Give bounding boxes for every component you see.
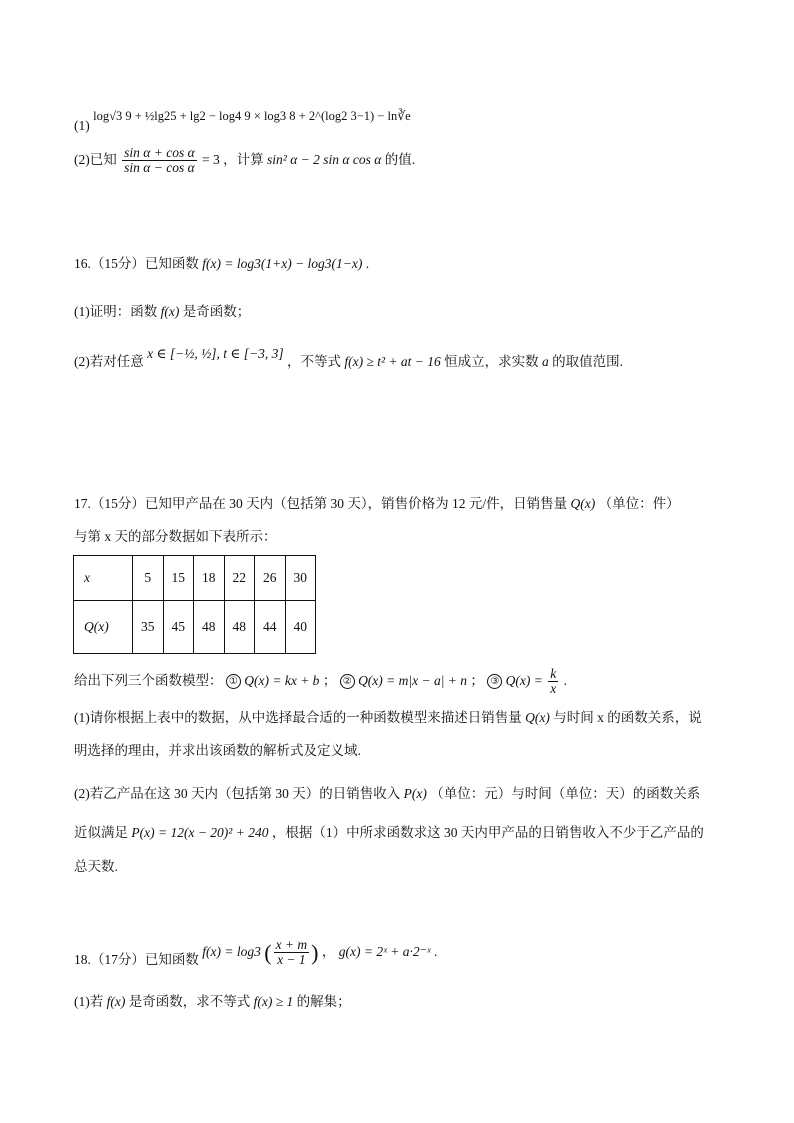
q15-part2-suffix: 的值. (384, 152, 416, 167)
q18-part1-f: f(x) (106, 994, 126, 1009)
table-cell: 45 (163, 601, 194, 654)
model3-denominator: x (550, 681, 557, 697)
q15-condition-rhs: = 3 (202, 152, 220, 167)
q15-part1-label: (1) (74, 118, 90, 133)
q17-part2-prefix: (2)若乙产品在这 30 天内（包括第 30 天）的日销售收入 (74, 786, 401, 801)
q16-part2-suffix: 的取值范围. (552, 354, 624, 369)
q18-part1-mid: 是奇函数，求不等式 (128, 994, 251, 1009)
q16-stem (74, 254, 369, 274)
table-cell: 44 (255, 601, 286, 654)
q17-stem-line1 (74, 494, 680, 514)
q17-part2-line1 (74, 784, 700, 804)
q18-paren-open: ( (264, 939, 272, 965)
table-cell: 15 (163, 556, 194, 601)
q18-sep: ， (321, 944, 336, 959)
q16-part2-domain: x ∈ [−½, ½], t ∈ [−3, 3] (147, 346, 284, 361)
q18-f-numerator: x + m (275, 937, 308, 953)
table-cell: 48 (194, 601, 225, 654)
q18-part1-suffix: 的解集； (296, 994, 351, 1009)
table-cell: 35 (133, 601, 164, 654)
table-cell: 22 (224, 556, 255, 601)
model1-marker: ① (226, 674, 241, 689)
model3-marker: ③ (487, 674, 502, 689)
q15-part2-condition-fraction (122, 146, 197, 175)
q17-part2-line2-suffix: ，根据（1）中所求函数求这 30 天内甲产品的日销售收入不少于乙产品的 (271, 825, 704, 840)
q16-part2-inequality: f(x) ≥ t² + at − 16 (344, 354, 441, 369)
q18-g: g(x) = 2ˣ + a·2⁻ˣ (338, 944, 431, 959)
q16-part2-mid: ，不等式 (286, 354, 341, 369)
q17-model2: Q(x) = m|x − a| + n (358, 673, 468, 688)
table-cell: 30 (285, 556, 316, 601)
q18-paren-close: ) (311, 939, 319, 965)
q16-part2-prefix: (2)若对任意 (74, 354, 144, 369)
q17-data-table (73, 555, 316, 654)
q16-part1-f: f(x) (160, 304, 180, 319)
q17-stem-suffix: （单位：件） (598, 496, 680, 511)
q16-part2-a: a (542, 354, 549, 369)
q17-part1-prefix: (1)请你根据上表中的数据，从中选择最合适的一种函数模型来描述日销售量 (74, 710, 522, 725)
q17-model1: Q(x) = kx + b (244, 673, 320, 688)
q17-part1-suffix: 与时间 x 的函数关系，说 (553, 710, 702, 725)
q17-part2-line3: 总天数. (74, 859, 118, 874)
q18-f-lhs: f(x) = log3 (202, 944, 261, 959)
q17-model3-lhs: Q(x) = (505, 673, 543, 688)
q15-part2-target: sin² α − 2 sin α cos α (267, 152, 382, 167)
q18-stem-suffix: . (433, 944, 438, 959)
q17-stem-prefix: 17.（15分）已知甲产品在 30 天内（包括第 30 天），销售价格为 12 元/件，日销售量 (74, 496, 568, 511)
q16-part1-suffix: 是奇函数； (182, 304, 251, 319)
table-cell: 26 (255, 556, 286, 601)
table-cell: 5 (133, 556, 164, 601)
q15-condition-numerator: sin α + cos α (124, 145, 195, 161)
q17-part2-formula: P(x) = 12(x − 20)² + 240 (131, 825, 269, 840)
q15-part1-expression: log√3 9 + ½lg25 + lg2 − log4 9 × log3 8 + 2^(log2 3−1) − ln∛e (93, 109, 411, 123)
q15-part2 (74, 140, 415, 180)
q16-stem-suffix: . (365, 256, 370, 271)
q15-part2-mid: ，计算 (223, 152, 264, 167)
q15-condition-denominator: sin α − cos α (124, 160, 195, 176)
q18-f-denominator: x − 1 (277, 952, 306, 968)
table-header-Q: Q(x) (74, 601, 133, 654)
q16-function: f(x) = log3(1+x) − log3(1−x) (202, 256, 363, 271)
q17-sep1: ； (322, 673, 337, 688)
q17-part1-line2: 明选择的理由，并求出该函数的解析式及定义域. (74, 743, 361, 758)
q16-part2-after: 恒成立，求实数 (444, 354, 539, 369)
table-cell: 18 (194, 556, 225, 601)
table-cell: 48 (224, 601, 255, 654)
q16-stem-prefix: 16.（15分）已知函数 (74, 256, 199, 271)
q16-part2 (74, 346, 624, 372)
model3-numerator: k (550, 666, 557, 682)
q17-models (74, 664, 567, 698)
q18-part1-inequality: f(x) ≥ 1 (253, 994, 294, 1009)
q18-stem (74, 932, 437, 972)
q15-part2-prefix: (2)已知 (74, 152, 117, 167)
q17-part2-P: P(x) (403, 786, 427, 801)
q17-part2-suffix: （单位：元）与时间（单位：天）的函数关系 (430, 786, 701, 801)
q17-part2-line2-prefix: 近似满足 (74, 825, 128, 840)
q18-stem-prefix: 18.（17分）已知函数 (74, 952, 199, 967)
q17-stem-line2: 与第 x 天的部分数据如下表所示： (74, 529, 277, 544)
q18-f-fraction (274, 938, 310, 967)
q17-part1-Q: Q(x) (525, 710, 550, 725)
q16-part1-prefix: (1)证明：函数 (74, 304, 158, 319)
q17-models-prefix: 给出下列三个函数模型： (74, 673, 223, 688)
q18-part1-prefix: (1)若 (74, 994, 104, 1009)
q17-model3-fraction (548, 667, 558, 696)
q15-part1 (74, 106, 411, 133)
q18-part1 (74, 992, 351, 1012)
q17-stem-Q: Q(x) (570, 496, 596, 511)
q17-part1-line1 (74, 708, 702, 728)
table-header-x: x (74, 556, 133, 601)
table-row (74, 601, 316, 654)
q16-part1 (74, 302, 250, 322)
q17-models-end: . (563, 673, 568, 688)
q17-part2-line2 (74, 823, 704, 843)
table-cell: 40 (285, 601, 316, 654)
model2-marker: ② (340, 674, 355, 689)
table-row (74, 556, 316, 601)
q17-sep2: ； (470, 673, 484, 688)
